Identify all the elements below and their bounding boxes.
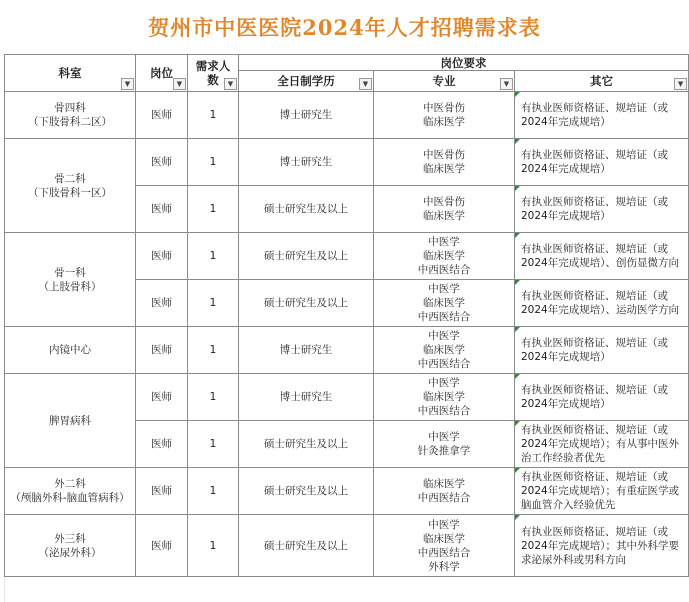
other-text: 有执业医师资格证、规培证（或2024年完成规培） [521, 149, 668, 175]
dept-cell[interactable] [5, 374, 136, 468]
header-dept[interactable] [5, 55, 136, 92]
cell-marker-icon [515, 468, 520, 473]
recruitment-table [4, 54, 689, 577]
sheet-title: 贺州市中医医院2024年人才招聘需求表 [148, 15, 541, 40]
major-item: 临床医学 [423, 116, 465, 128]
header-education[interactable] [239, 71, 374, 92]
dept-name: 外二科 [54, 478, 86, 490]
major-item: 临床医学 [423, 478, 465, 490]
header-count[interactable] [188, 55, 239, 92]
major-item: 中西医结合 [417, 546, 471, 559]
major-cell[interactable] [374, 280, 515, 327]
cell-marker-icon [515, 186, 520, 191]
cell-marker-icon [515, 139, 520, 144]
major-item: 中医学 [428, 518, 460, 531]
count-cell[interactable]: 1 [188, 139, 239, 186]
dept-name: 骨四科 [54, 102, 86, 114]
header-other-label: 其它 [590, 74, 614, 88]
major-item: 临床医学 [423, 391, 465, 403]
header-education-label: 全日制学历 [277, 74, 335, 88]
major-item: 中西医结合 [417, 492, 471, 504]
count-cell[interactable]: 1 [188, 374, 239, 421]
major-item: 临床医学 [423, 344, 465, 356]
dept-cell[interactable] [5, 92, 136, 139]
other-cell[interactable] [515, 327, 689, 374]
filter-dropdown-icon[interactable]: ▼ [121, 78, 134, 90]
count-cell[interactable]: 1 [188, 515, 239, 577]
other-text: 有执业医师资格证、规培证（或2024年完成规培）；有从事中医外治工作经验者优先 [521, 424, 679, 464]
other-cell[interactable] [515, 139, 689, 186]
cell-marker-icon [515, 327, 520, 332]
major-cell[interactable] [374, 515, 515, 577]
dept-name: 内镜中心 [49, 344, 91, 356]
other-cell[interactable] [515, 421, 689, 468]
other-text: 有执业医师资格证、规培证（或2024年完成规培）、创伤显微方向 [521, 243, 679, 269]
table-row [5, 233, 689, 280]
other-cell[interactable] [515, 92, 689, 139]
other-text: 有执业医师资格证、规培证（或2024年完成规培）、运动医学方向 [521, 290, 679, 316]
major-item: 中医学 [428, 283, 460, 295]
count-cell[interactable]: 1 [188, 421, 239, 468]
header-requirements: 岗位要求 [239, 55, 689, 71]
major-item: 临床医学 [423, 532, 465, 545]
education-cell[interactable]: 博士研究生 [239, 139, 374, 186]
education-cell[interactable]: 硕士研究生及以上 [239, 233, 374, 280]
dept-name: 骨二科 [54, 172, 86, 185]
major-item: 中医学 [428, 377, 460, 389]
filter-dropdown-icon[interactable]: ▼ [173, 78, 186, 90]
other-text: 有执业医师资格证、规培证（或2024年完成规培） [521, 384, 668, 410]
dept-sub: （上肢骨科） [38, 280, 102, 293]
major-item: 中医骨伤 [423, 149, 465, 161]
position-cell[interactable]: 医师 [136, 327, 188, 374]
count-cell[interactable]: 1 [188, 280, 239, 327]
cell-marker-icon [515, 515, 520, 520]
table-row [5, 515, 689, 577]
cell-marker-icon [515, 92, 520, 97]
education-cell[interactable]: 硕士研究生及以上 [239, 280, 374, 327]
major-item: 中医学 [428, 236, 460, 248]
cell-marker-icon [515, 233, 520, 238]
other-text: 有执业医师资格证、规培证（或2024年完成规培） [521, 102, 668, 128]
other-cell[interactable] [515, 186, 689, 233]
other-cell[interactable] [515, 515, 689, 577]
dept-name: 外三科 [54, 532, 86, 545]
major-cell[interactable] [374, 139, 515, 186]
other-text: 有执业医师资格证、规培证（或2024年完成规培）；其中外科学要求泌尿外科或男科方向 [521, 525, 679, 566]
header-dept-label: 科室 [58, 66, 82, 80]
cell-marker-icon [515, 421, 520, 426]
major-item: 临床医学 [423, 210, 465, 222]
dept-sub: （下肢骨科二区） [28, 116, 112, 128]
other-cell[interactable] [515, 233, 689, 280]
position-cell[interactable]: 医师 [136, 468, 188, 515]
other-text: 有执业医师资格证、规培证（或2024年完成规培）；有重症医学或脑血管介入经验优先 [521, 471, 679, 511]
table-row [5, 327, 689, 374]
dept-cell[interactable] [5, 468, 136, 515]
count-cell[interactable]: 1 [188, 468, 239, 515]
other-cell[interactable] [515, 374, 689, 421]
count-cell[interactable]: 1 [188, 92, 239, 139]
major-item: 中西医结合 [417, 405, 471, 417]
major-item: 中西医结合 [417, 264, 471, 276]
other-text: 有执业医师资格证、规培证（或2024年完成规培） [521, 196, 668, 222]
header-major[interactable] [374, 71, 515, 92]
filter-dropdown-icon[interactable]: ▼ [224, 78, 237, 90]
table-row [5, 92, 689, 139]
major-cell[interactable] [374, 92, 515, 139]
major-cell[interactable] [374, 468, 515, 515]
education-cell[interactable]: 硕士研究生及以上 [239, 421, 374, 468]
position-cell[interactable]: 医师 [136, 233, 188, 280]
position-cell[interactable]: 医师 [136, 280, 188, 327]
dept-name: 脾胃病科 [49, 414, 91, 427]
major-cell[interactable] [374, 233, 515, 280]
major-item: 中医骨伤 [423, 196, 465, 208]
cell-marker-icon [515, 374, 520, 379]
dept-name: 骨一科 [54, 266, 86, 279]
dept-sub: （泌尿外科） [38, 546, 102, 559]
dept-cell[interactable] [5, 327, 136, 374]
table-row [5, 374, 689, 421]
position-cell[interactable]: 医师 [136, 139, 188, 186]
header-position-label: 岗位 [150, 66, 173, 80]
education-cell[interactable]: 硕士研究生及以上 [239, 468, 374, 515]
other-cell[interactable] [515, 468, 689, 515]
education-cell[interactable]: 硕士研究生及以上 [239, 186, 374, 233]
header-count-label: 需求人数 [195, 59, 231, 87]
major-item: 中医骨伤 [423, 102, 465, 114]
header-major-label: 专业 [432, 74, 456, 88]
major-item: 中医学 [428, 431, 460, 443]
count-cell[interactable]: 1 [188, 186, 239, 233]
dept-sub: （颅脑外科-脑血管病科） [10, 492, 130, 504]
dept-cell[interactable] [5, 139, 136, 233]
major-item: 中西医结合 [417, 311, 471, 323]
major-item: 临床医学 [423, 163, 465, 175]
position-cell[interactable]: 医师 [136, 186, 188, 233]
major-cell[interactable] [374, 421, 515, 468]
major-item: 外科学 [428, 560, 460, 573]
filter-dropdown-icon[interactable]: ▼ [674, 78, 687, 90]
major-cell[interactable] [374, 374, 515, 421]
filter-dropdown-icon[interactable]: ▼ [500, 78, 513, 90]
other-cell[interactable] [515, 280, 689, 327]
filter-dropdown-icon[interactable]: ▼ [359, 78, 372, 90]
other-text: 有执业医师资格证、规培证（或2024年完成规培） [521, 337, 668, 363]
major-item: 中医学 [428, 330, 460, 342]
major-item: 针灸推拿学 [417, 445, 471, 457]
education-cell[interactable]: 硕士研究生及以上 [239, 515, 374, 577]
major-item: 临床医学 [423, 250, 465, 262]
count-cell[interactable]: 1 [188, 233, 239, 280]
table-row [5, 139, 689, 186]
education-cell[interactable]: 博士研究生 [239, 374, 374, 421]
header-other[interactable] [515, 71, 689, 92]
education-cell[interactable]: 博士研究生 [239, 327, 374, 374]
position-cell[interactable]: 医师 [136, 92, 188, 139]
position-cell[interactable]: 医师 [136, 421, 188, 468]
major-item: 中西医结合 [417, 358, 471, 370]
cell-marker-icon [515, 280, 520, 285]
dept-cell[interactable] [5, 515, 136, 577]
position-cell[interactable]: 医师 [136, 374, 188, 421]
dept-sub: （下肢骨科一区） [28, 186, 112, 199]
dept-cell[interactable] [5, 233, 136, 327]
major-cell[interactable] [374, 186, 515, 233]
education-cell[interactable]: 博士研究生 [239, 92, 374, 139]
table-row [5, 468, 689, 515]
position-cell[interactable]: 医师 [136, 515, 188, 577]
header-position[interactable] [136, 55, 188, 92]
count-cell[interactable]: 1 [188, 327, 239, 374]
major-item: 临床医学 [423, 297, 465, 309]
major-cell[interactable] [374, 327, 515, 374]
